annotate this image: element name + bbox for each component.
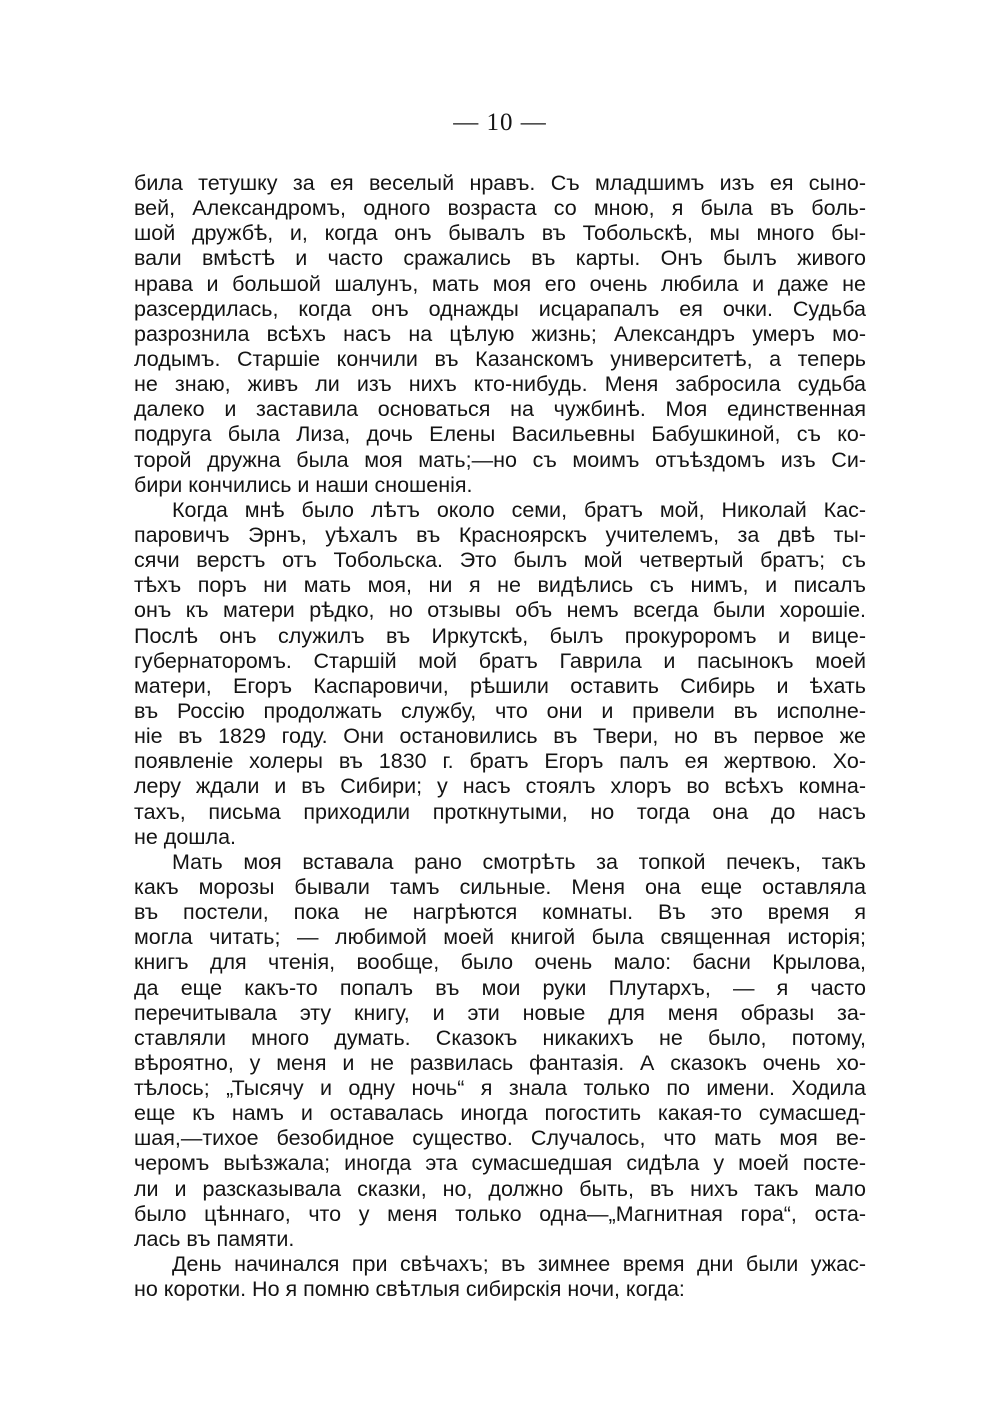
text-line: шая,—тихое безобидное существо. Случалось, что мать моя ве-	[134, 1126, 866, 1151]
text-line: Когда мнѣ было лѣтъ около семи, братъ мой, Николай Кас-	[172, 497, 866, 522]
text-line: губернаторомъ. Старшій мой братъ Гаврила и пасынокъ моей	[134, 648, 866, 673]
text-line: книгъ для чтенія, вообще, было очень мало: басни Крылова,	[134, 950, 866, 975]
text-line: Послѣ онъ служилъ въ Иркутскѣ, былъ прокуроромъ и вице-	[134, 623, 866, 648]
text-line: но коротки. Но я помню свѣтлыя сибирскія ночи, когда:	[134, 1277, 685, 1302]
text-line: появленіе холеры въ 1830 г. братъ Егоръ палъ ея жертвою. Хо-	[134, 749, 866, 774]
text-line: вей, Александромъ, одного возраста со мною, я была въ боль-	[134, 196, 866, 221]
text-line: шой дружбѣ, и, когда онъ бывалъ въ Тобольскѣ, мы много бы-	[134, 221, 866, 246]
text-line: перечитывала эту книгу, и эти новые для меня образы за-	[134, 1000, 866, 1025]
text-line: не знаю, живъ ли изъ нихъ кто-нибудь. Меня забросила судьба	[134, 372, 866, 397]
text-line: разсердилась, когда онъ однажды исцарапалъ ея очки. Судьба	[134, 296, 866, 321]
text-line: подруга была Лиза, дочь Елены Васильевны Бабушкиной, съ ко-	[134, 422, 866, 447]
text-line: День начинался при свѣчахъ; въ зимнее время дни были ужас-	[172, 1252, 866, 1277]
text-line: не дошла.	[134, 824, 237, 849]
text-line: вѣроятно, у меня и не развилась фантазія. А сказокъ очень хо-	[134, 1050, 866, 1075]
text-line: тѣлось; „Тысячу и одну ночь“ я знала только по имени. Ходила	[134, 1076, 866, 1101]
text-line: еще къ намъ и оставалась иногда погостить какая-то сумасшед-	[134, 1101, 866, 1126]
text-line: могла читать; — любимой моей книгой была священная исторія;	[134, 925, 866, 950]
text-line: нрава и большой шалунъ, мать моя его очень любила и даже не	[134, 271, 866, 296]
text-line: лодымъ. Старшіе кончили въ Казанскомъ университетѣ, а теперь	[134, 346, 866, 371]
text-line: тѣхъ поръ ни мать моя, ни я не видѣлись съ нимъ, и писалъ	[134, 573, 866, 598]
text-line: разрознила всѣхъ насъ на цѣлую жизнь; Александръ умеръ мо-	[134, 321, 866, 346]
text-line: торой дружна была моя мать;—но съ моимъ отъѣздомъ изъ Си-	[134, 447, 866, 472]
text-line: Мать моя вставала рано смотрѣть за топкой печекъ, такъ	[172, 849, 866, 874]
text-line: да еще какъ-то попалъ въ мои руки Плутархъ, — я часто	[134, 975, 866, 1000]
text-line: какъ морозы бывали тамъ сильные. Меня она еще оставляла	[134, 874, 866, 899]
text-line: далеко и заставила основаться на чужбинѣ. Моя единственная	[134, 397, 866, 422]
text-line: въ постели, пока не нагрѣются комнаты. Въ это время я	[134, 900, 866, 925]
text-line: ніе въ 1829 году. Они остановились въ Твери, но въ первое же	[134, 724, 866, 749]
text-line: лась въ памяти.	[134, 1226, 295, 1251]
text-line: въ Россію продолжать службу, что они и привели въ исполне-	[134, 698, 866, 723]
text-line: бири кончились и наши сношенія.	[134, 472, 473, 497]
text-line: ставляли много думать. Сказокъ никакихъ не было, потому,	[134, 1025, 866, 1050]
body-text	[134, 171, 866, 1302]
text-line: черомъ выѣзжала; иногда эта сумасшедшая сидѣла у моей посте-	[134, 1151, 866, 1176]
text-line: леру ждали и въ Сибири; у насъ стоялъ хлоръ во всѣхъ комна-	[134, 774, 866, 799]
text-line: онъ къ матери рѣдко, но отзывы объ немъ всегда были хорошіе.	[134, 598, 866, 623]
page-number: — 10 —	[453, 109, 547, 136]
text-line: вали вмѣстѣ и часто сражались въ карты. Онъ былъ живого	[134, 246, 866, 271]
text-line: было цѣннаго, что у меня только одна—„Магнитная гора“, оста-	[134, 1201, 866, 1226]
text-line: паровичъ Эрнъ, уѣхалъ въ Красноярскъ учителемъ, за двѣ ты-	[134, 522, 866, 547]
text-line: ли и разсказывала сказки, но, должно быть, въ нихъ такъ мало	[134, 1176, 866, 1201]
text-line: тахъ, письма приходили проткнутыми, но тогда она до насъ	[134, 799, 866, 824]
text-line: сячи верстъ отъ Тобольска. Это былъ мой четвертый братъ; съ	[134, 548, 866, 573]
text-line: матери, Егоръ Каспаровичи, рѣшили оставить Сибирь и ѣхать	[134, 673, 866, 698]
text-line: била тетушку за ея веселый нравъ. Съ младшимъ изъ ея сыно-	[134, 171, 866, 195]
